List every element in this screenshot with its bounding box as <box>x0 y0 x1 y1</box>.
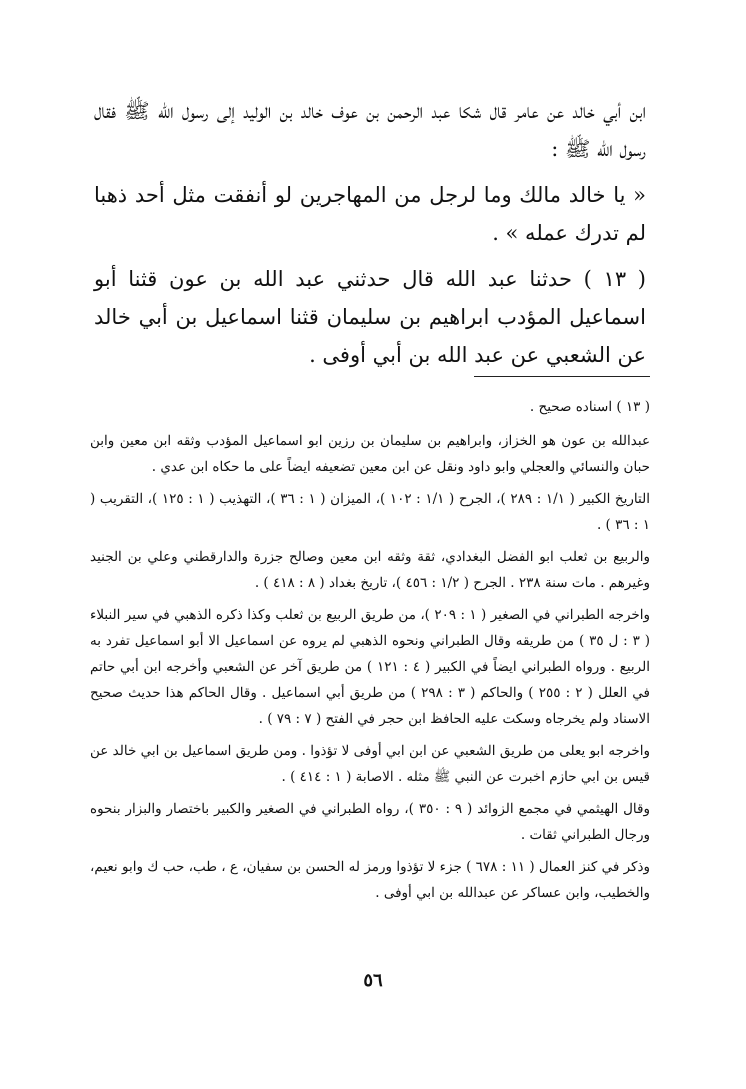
main-paragraph-3: ( ١٣ ) حدثنا عبد الله قال حدثني عبد الله بن عون قثنا أبو اسماعيل المؤدب ابراهيم بن سليمان قثنا اسماعيل بن أبي خالد عن الشعبي عن عبد الله بن أبي أوفى . <box>94 267 647 367</box>
footnote-narrators: عبدالله بن عون هو الخزاز، وابراهيم بن سليمان بن رزين ابو اسماعيل المؤدب وثقه ابن معين وابن حبان والنسائي والعجلي وابو داود ونقل عن ابن معين تضعيفه ايضاً على ما حكاه ابن عدي . <box>90 433 650 475</box>
footnote-divider <box>474 376 650 377</box>
footnote-rabi: والربيع بن ثعلب ابو الفضل البغدادي، ثقة وثقه ابن معين وصالح جزرة والدارقطني وعلي بن الجنيد وغيرهم . مات سنة ٢٣٨ . الجرح ( ١/٢ : ٤٥٦ )، تاريخ بغداد ( ٨ : ٤١٨ ) . <box>90 549 650 591</box>
footnote-takhrij-tabarani: واخرجه الطبراني في الصغير ( ١ : ٢٠٩ )، من طريق الربيع بن ثعلب وكذا ذكره الذهبي في سير النبلاء ( ٣ : ل ٣٥ ) من طريقه وقال الطبراني ونحوه الذهبي لم يروه عن اسماعيل الا أبو اسماعيل تفرد به الربيع . ورواه الطبراني ايضاً في الكبير ( ٤ : ١٢١ ) من طريق آخر عن الشعبي وأخرجه ابن أبي حاتم في العلل ( ٢ : ٢٥٥ ) والحاكم ( ٣ : ٢٩٨ ) من طريق أبي اسماعيل . وقال الحاكم هذا حديث صحيح الاسناد ولم يخرجاه وسكت عليه الحافظ ابن حجر في الفتح ( ٧ : ٧٩ ) . <box>90 607 651 727</box>
footnote-sources: التاريخ الكبير ( ١/١ : ٢٨٩ )، الجرح ( ١/١ : ١٠٢ )، الميزان ( ١ : ٣٦ )، التهذيب ( ١ : ١٢٥ )، التقريب ( ١ : ٣٦ ) . <box>90 491 650 533</box>
footnote-abu-yala: واخرجه ابو يعلى من طريق الشعبي عن ابن ابي أوفى لا تؤذوا . ومن طريق اسماعيل بن ابي خالد عن قيس بن ابي حازم اخبرت عن النبي ﷺ مثله . الاصابة ( ١ : ٤١٤ ) . <box>90 743 650 785</box>
footnote-haythami: وقال الهيثمي في مجمع الزوائد ( ٩ : ٣٥٠ )، رواه الطبراني في الصغير والكبير باختصار والبزار بنحوه ورجال الطبراني ثقات . <box>90 801 650 843</box>
footnote-kanz: وذكر في كنز العمال ( ١١ : ٦٧٨ ) جزء لا تؤذوا ورمز له الحسن بن سفيان، ع ، طب، حب ك وابو نعيم، والخطيب، وابن عساكر عن عبدالله بن ابي أوفى . <box>90 859 650 901</box>
main-paragraph-2: « يا خالد مالك وما لرجل من المهاجرين لو أنفقت مثل أحد ذهبا لم تدرك عمله » . <box>94 183 646 245</box>
footnotes-block <box>90 394 650 912</box>
footnote-heading: ( ١٣ ) اسناده صحيح . <box>529 399 650 415</box>
main-text-block <box>94 92 646 382</box>
page-number: ٥٦ <box>363 970 383 991</box>
main-paragraph-1: ابن أبي خالد عن عامر قال شكا عبد الرحمن بن عوف خالد بن الوليد إلى رسول الله ﷺ فقال رسول الله ﷺ : <box>94 99 646 161</box>
